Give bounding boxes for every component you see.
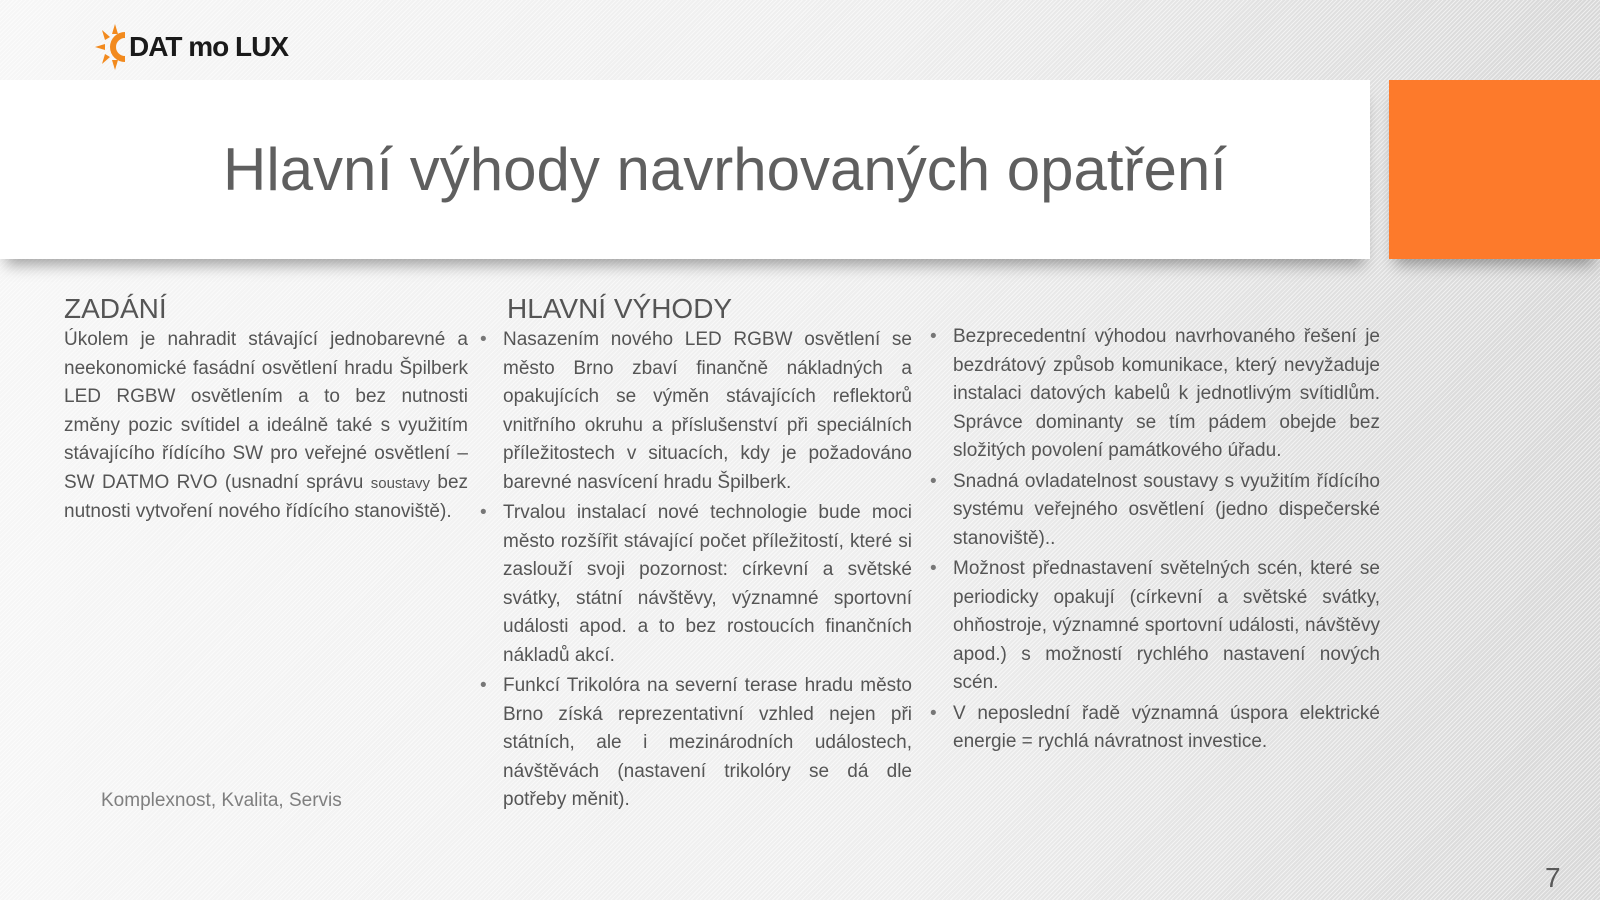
list-item: • Trvalou instalací nové technologie bude moci město rozšířit stávající počet příležitostí, které si zaslouží svoji pozornost: církevní a světské svátky, státní návštěvy, významné sportovní události apod. a to bez rostoucích finančních nákladů akcí. (480, 499, 912, 670)
list-item: • Funkcí Trikolóra na severní terase hradu město Brno získá reprezentativní vzhled nejen při státních, ale i mezinárodních událostech, návštěvách (nastavení trikolóry se dá dle potřeby měnit). (480, 672, 912, 815)
title-band (0, 80, 1370, 259)
hlavni-vyhody-heading: HLAVNÍ VÝHODY (507, 293, 733, 324)
page-title: Hlavní výhody navrhovaných opatření (223, 136, 1227, 203)
hlavni-vyhody-section (480, 292, 912, 817)
right-column-section (930, 323, 1380, 759)
list-item: • Nasazením nového LED RGBW osvětlení se město Brno zbaví finančně nákladných a opakujících se výměn stávajících reflektorů vnitřního okruhu a příslušenství při speciálních příležitostech v situacích, kdy je požadováno barevné nasvícení hradu Špilberk. (480, 326, 912, 497)
zadani-text-part2: bez nutnosti vytvoření nového řídícího stanoviště). (64, 471, 469, 522)
zadani-text-part1: Úkolem je nahradit stávající jednobarevné a neekonomické fasádní osvětlení hradu Špilberk LED RGBW osvětlením a to bez nutnosti změny pozic svítidel a ideálně také s využitím stávajícího řídícího SW pro veřejné osvětlení – SW DATMO RVO (usnadní správu (64, 329, 468, 493)
logo (95, 22, 288, 72)
zadani-text-small: soustavy (370, 474, 430, 492)
zadani-text (64, 326, 468, 527)
accent-block (1389, 80, 1600, 259)
right-column-list (930, 323, 1380, 757)
hlavni-vyhody-list (480, 326, 912, 815)
tagline: Komplexnost, Kvalita, Servis (101, 790, 342, 811)
page-number: 7 (1545, 862, 1561, 893)
sun-icon (95, 22, 127, 72)
list-item: • Možnost přednastavení světelných scén, které se periodicky opakují (církevní a světské svátky, ohňostroje, významné sportovní události, návštěvy apod.) s možností rychlého nastavení nových scén. (930, 555, 1380, 698)
zadani-section (64, 292, 468, 527)
logo-text: DAT mo LUX (129, 31, 289, 62)
list-item: • V neposlední řadě významná úspora elektrické energie = rychlá návratnost investice. (930, 700, 1380, 757)
list-item: • Bezprecedentní výhodou navrhovaného řešení je bezdrátový způsob komunikace, který nevyžaduje instalaci datových kabelů k jednotlivým svítidlům. Správce dominanty se tím pádem obejde bez složitých povolení památkového úřadu. (930, 323, 1380, 466)
list-item: • Snadná ovladatelnost soustavy s využitím řídícího systému veřejného osvětlení (jedno dispečerské stanoviště).. (930, 468, 1380, 554)
zadani-heading: ZADÁNÍ (64, 293, 167, 324)
